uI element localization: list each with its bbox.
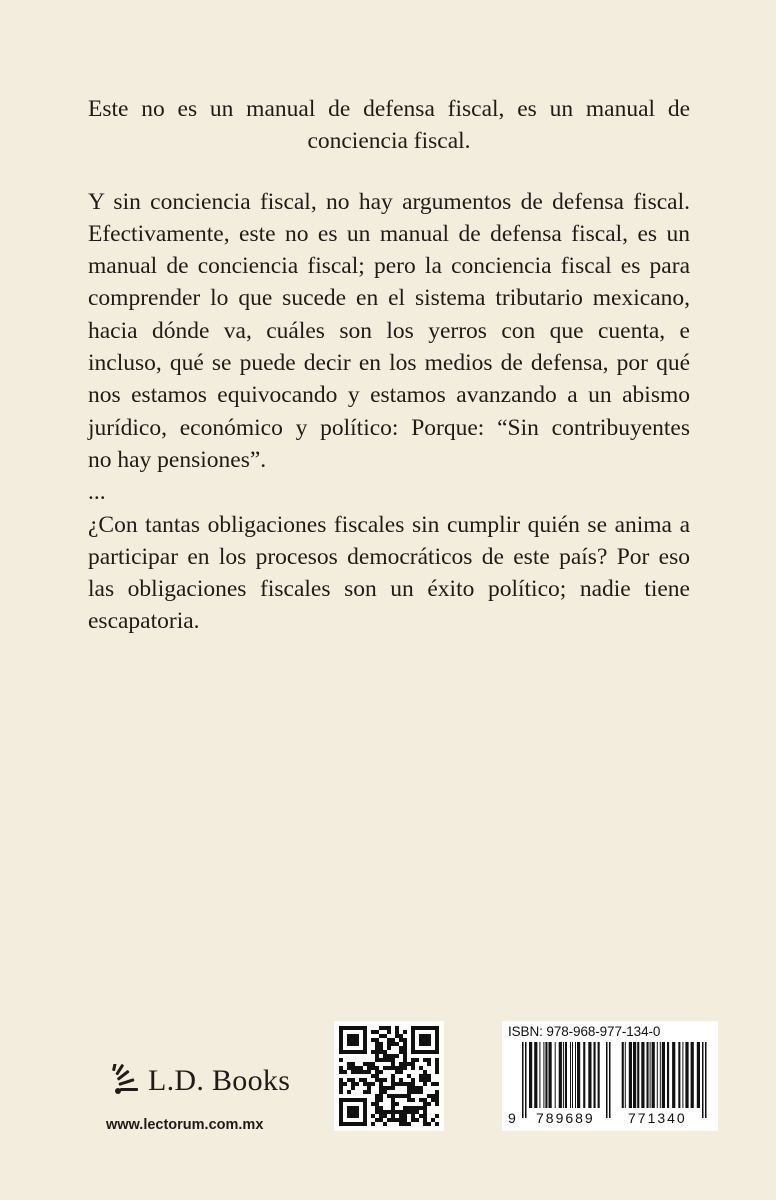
blurb-line: participar en los procesos democráticos de este país? Por eso — [88, 543, 690, 570]
isbn-label: ISBN: 978-968-977-134-0 — [508, 1024, 661, 1039]
publisher-logo — [110, 1064, 290, 1098]
barcode-digits-right: 771340 — [628, 1110, 687, 1126]
ellipsis: ... — [88, 479, 106, 506]
blurb-line: hacia dónde va, cuáles son los yerros con que cuenta, e — [88, 317, 690, 344]
publisher-name: L.D. Books — [148, 1064, 291, 1097]
fan-logo-icon — [110, 1064, 140, 1098]
blurb-line: escapatoria. — [88, 608, 200, 635]
qr-code — [334, 1021, 444, 1131]
blurb-line: ¿Con tantas obligaciones fiscales sin cumplir quién se anima a — [88, 511, 690, 538]
blurb-line: jurídico, económico y político: Porque: “Sin contribuyentes — [88, 414, 690, 441]
blurb-line: manual de conciencia fiscal; pero la conciencia fiscal es para — [88, 253, 690, 280]
blurb-line: Y sin conciencia fiscal, no hay argumentos de defensa fiscal. — [88, 188, 690, 215]
blurb-line: no hay pensiones”. — [88, 446, 267, 473]
intro-paragraph: Este no es un manual de defensa fiscal, es un manual de conciencia fiscal. — [88, 96, 690, 155]
barcode-digits-left: 789689 — [536, 1110, 595, 1126]
barcode-digit-first: 9 — [508, 1110, 516, 1126]
blurb-line: incluso, qué se puede decir en los medios de defensa, por qué — [88, 350, 690, 377]
isbn-barcode — [502, 1021, 718, 1131]
publisher-website: www.lectorum.com.mx — [106, 1117, 264, 1133]
blurb-line: Efectivamente, este no es un manual de defensa fiscal, es un — [88, 220, 690, 247]
qr-code-icon — [334, 1021, 444, 1131]
blurb-line: las obligaciones fiscales son un éxito político; nadie tiene — [88, 576, 690, 603]
blurb-line: nos estamos equivocando y estamos avanzando a un abismo — [88, 382, 690, 409]
blurb-line: comprender lo que sucede en el sistema tributario mexicano, — [88, 285, 690, 312]
back-cover-blurb — [88, 93, 690, 638]
